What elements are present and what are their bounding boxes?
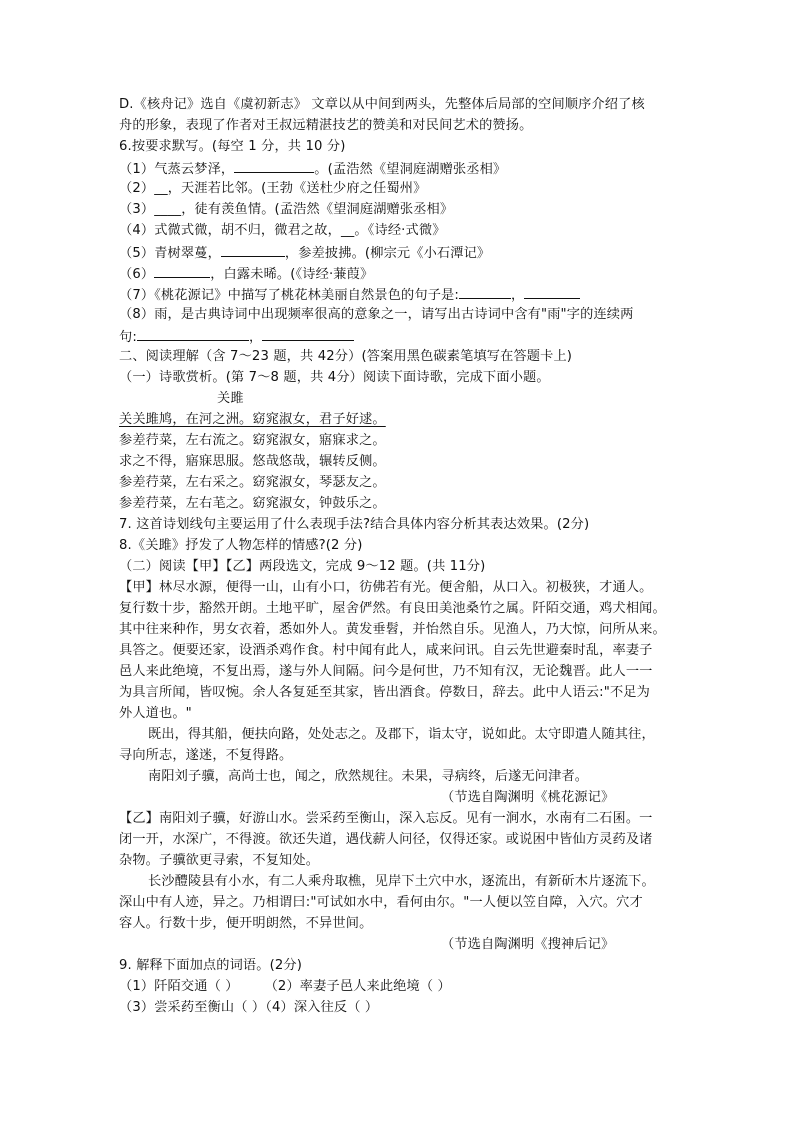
passage-jia-line-8: 既出，得其船，便扶向路，处处志之。及郡下，诣太守，说如此。太守即遣人随其往， bbox=[148, 727, 655, 742]
poem-line-1-underlined: 关关雎鸠，在河之洲。窈窕淑女，君子好逑。 bbox=[119, 412, 386, 427]
passage-jia-line-9: 寻向所志，遂迷，不复得路。 bbox=[119, 748, 293, 763]
passage-yi-line-1: 【乙】南阳刘子骥，好游山水。尝采药至衡山，深入忘反。见有一涧水，水南有二石囷。一 bbox=[119, 811, 653, 826]
q6-item-4: （4）式微式微，胡不归，微君之故，__。《诗经·式微》 bbox=[119, 223, 446, 238]
passage-jia-line-5: 邑人来此绝境，不复出焉，遂与外人间隔。问今是何世，乃不知有汉，无论魏晋。此人一一 bbox=[119, 664, 653, 679]
passage-jia-line-2: 复行数十步，豁然开朗。土地平旷，屋舍俨然。有良田美池桑竹之属。阡陌交通，鸡犬相闻。 bbox=[119, 601, 666, 616]
q6-item-5 bbox=[119, 242, 490, 264]
q6-item-5-source: ，参差披拂。(柳宗元《小石潭记》 bbox=[284, 246, 491, 261]
passage-yi-line-6: 容人。行数十步，便开明朗然，不异世间。 bbox=[119, 916, 373, 931]
q6-item-8-comma: ， bbox=[248, 330, 263, 345]
q6-item-6-blank[interactable] bbox=[154, 263, 210, 278]
poem-title: 关雎 bbox=[217, 391, 244, 406]
q6-item-5-blank[interactable] bbox=[221, 242, 285, 257]
poem-line-2: 参差荇菜，左右流之。窈窕淑女，寤寐求之。 bbox=[119, 433, 386, 448]
question-7: 7. 这首诗划线句主要运用了什么表现手法?结合具体内容分析其表达效果。(2分) bbox=[119, 517, 590, 532]
passage-jia-line-3: 其中往来种作，男女衣着，悉如外人。黄发垂髫，并怡然自乐。见渔人，乃大惊，问所从来。 bbox=[119, 622, 666, 637]
q6-item-6-source: ，白露未晞。(《诗经·蒹葭》 bbox=[210, 267, 374, 282]
prose-section-heading: （二）阅读【甲】【乙】两段选文，完成 9～12 题。(共 11分) bbox=[119, 559, 486, 574]
section-2-heading: 二、阅读理解（含 7～23 题，共 42分）(答案用黑色碳素笔填写在答题卡上) bbox=[119, 349, 573, 364]
poem-line-4: 参差荇菜，左右采之。窈窕淑女，琴瑟友之。 bbox=[119, 475, 386, 490]
passage-yi-line-2: 闭一开，水深广，不得渡。欲还失道，遇伐薪人问径，仅得还家。或说困中皆仙方灵药及诸 bbox=[119, 832, 653, 847]
question-6-heading: 6.按要求默写。(每空 1 分，共 10 分) bbox=[119, 139, 346, 154]
q6-item-7-comma: ， bbox=[510, 288, 525, 303]
q9-item-2: （2）率妻子邑人来此绝境（ ） bbox=[264, 979, 451, 994]
q6-item-2: （2）__，天涯若比邻。(王勃《送杜少府之任蜀州》 bbox=[119, 181, 427, 196]
question-8: 8.《关雎》抒发了人物怎样的情感?(2 分) bbox=[119, 538, 363, 553]
q6-item-7-blank-1[interactable] bbox=[459, 284, 511, 299]
question-9-items-row-1 bbox=[119, 977, 451, 997]
passage-yi-source: （节选自陶渊明《搜神后记》 bbox=[441, 937, 615, 952]
question-9: 9. 解释下面加点的词语。(2分) bbox=[119, 958, 303, 973]
q6-item-8-blank-2[interactable] bbox=[262, 326, 354, 341]
question-9-items-row-2: （3）尝采药至衡山（ ）（4）深入往反（ ） bbox=[119, 1000, 379, 1015]
q6-item-5-prefix: （5）青树翠蔓， bbox=[119, 246, 221, 261]
q6-item-1-source: 。(孟浩然《望洞庭湖赠张丞相》 bbox=[314, 162, 507, 177]
passage-yi-line-5: 深山中有人迹，异之。乃相谓曰:"可试如水中，看何由尔。"一人便以笠自障，入穴。穴才 bbox=[119, 895, 643, 910]
q6-item-1 bbox=[119, 158, 506, 180]
q6-item-8: （8）雨，是古典诗词中出现频率很高的意象之一，请写出古诗词中含有"雨"字的连续两 bbox=[119, 307, 634, 322]
poem-section-heading: （一）诗歌赏析。(第 7～8 题，共 4分）阅读下面诗歌，完成下面小题。 bbox=[119, 370, 550, 385]
q6-item-1-blank[interactable] bbox=[234, 158, 314, 173]
q6-item-8-answer bbox=[119, 326, 354, 348]
q6-item-8-label: 句: bbox=[119, 330, 137, 345]
q6-item-7 bbox=[119, 284, 580, 306]
q9-item-1: （1）阡陌交通（ ） bbox=[119, 979, 239, 994]
q6-item-1-prefix: （1）气蒸云梦泽， bbox=[119, 162, 235, 177]
q6-item-6 bbox=[119, 263, 373, 285]
passage-yi-line-4: 长沙醴陵县有小水，有二人乘舟取樵，见岸下土穴中水，逐流出，有新斫木片逐流下。 bbox=[148, 874, 655, 889]
q6-item-7-prefix: （7）《桃花源记》中描写了桃花林美丽自然景色的句子是: bbox=[119, 288, 459, 303]
option-d-line-1: D.《核舟记》选自《虞初新志》 文章以从中间到两头，先整体后局部的空间顺序介绍了核 bbox=[119, 97, 645, 112]
passage-jia-source: （节选自陶渊明《桃花源记》 bbox=[441, 790, 615, 805]
passage-jia-line-10: 南阳刘子骥，高尚士也，闻之，欣然规往。未果，寻病终，后遂无问津者。 bbox=[148, 769, 589, 784]
passage-jia-line-7: 外人道也。" bbox=[119, 706, 192, 721]
q6-item-6-prefix: （6） bbox=[119, 267, 155, 282]
passage-jia-line-1: 【甲】林尽水源，便得一山，山有小口，彷佛若有光。便舍船，从口入。初极狭，才通人。 bbox=[119, 580, 653, 595]
q6-item-3: （3）____，徒有羡鱼情。(孟浩然《望洞庭湖赠张丞相》 bbox=[119, 202, 454, 217]
q6-item-7-blank-2[interactable] bbox=[524, 284, 580, 299]
poem-line-5: 参差荇菜，左右芼之。窈窕淑女，钟鼓乐之。 bbox=[119, 496, 386, 511]
passage-jia-line-4: 具答之。便要还家，设酒杀鸡作食。村中闻有此人，咸来问讯。自云先世避秦时乱，率妻子 bbox=[119, 643, 653, 658]
passage-jia-line-6: 为具言所闻，皆叹惋。余人各复延至其家，皆出酒食。停数日，辞去。此中人语云:"不足为 bbox=[119, 685, 650, 700]
option-d-line-2: 舟的形象，表现了作者对王叔远精湛技艺的赞美和对民间艺术的赞扬。 bbox=[119, 118, 533, 133]
passage-yi-line-3: 杂物。子骥欲更寻索，不复知处。 bbox=[119, 853, 320, 868]
poem-line-3: 求之不得，寤寐思服。悠哉悠哉，辗转反侧。 bbox=[119, 454, 386, 469]
q6-item-8-blank-1[interactable] bbox=[137, 326, 249, 341]
